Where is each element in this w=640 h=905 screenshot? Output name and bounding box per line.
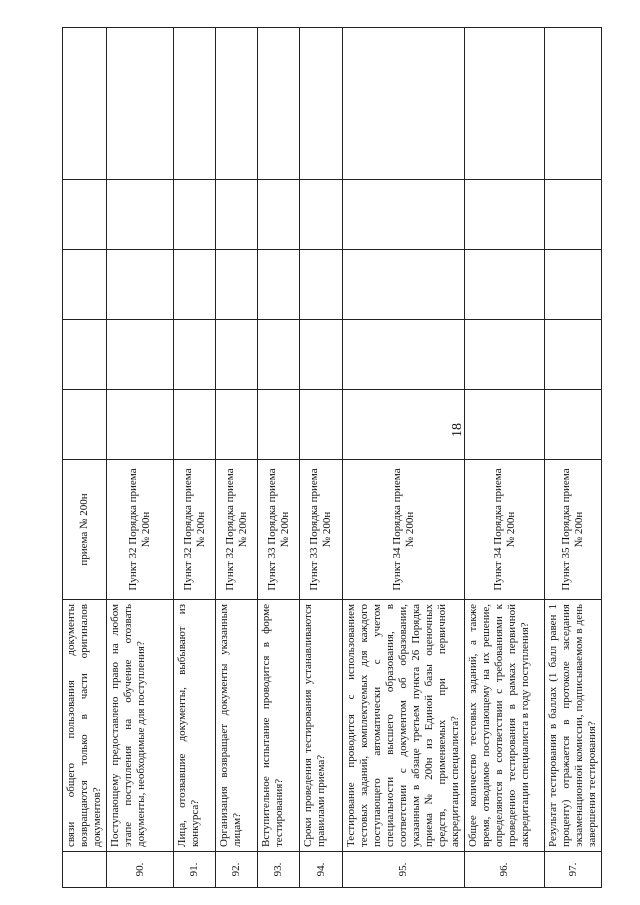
reference-cell: Пункт 35 Порядка приема № 200н <box>545 460 602 600</box>
note-cell <box>107 28 174 180</box>
row-number: 90. <box>107 852 174 888</box>
answer-cell <box>545 390 602 460</box>
answer-cell <box>300 320 343 390</box>
answer-cell <box>343 320 465 390</box>
question-cell: Вступительное испытание проводится в форме тестирования? <box>258 600 300 852</box>
reference-cell: Пункт 34 Порядка приема № 200н <box>465 460 545 600</box>
note-cell <box>63 28 107 180</box>
table-row <box>63 28 107 888</box>
reference-cell: Пункт 32 Порядка приема № 200н <box>107 460 174 600</box>
table-row <box>216 28 258 888</box>
question-cell: Результат тестирования в баллах (1 балл равен 1 проценту) отражается в протоколе заседания экзаменационной комиссии, подписываемом в день завершения тестирования? <box>545 600 602 852</box>
row-number: 93. <box>258 852 300 888</box>
answer-cell <box>174 320 216 390</box>
answer-cell <box>300 180 343 250</box>
answer-cell <box>343 180 465 250</box>
answer-cell <box>174 250 216 320</box>
table-row <box>545 28 602 888</box>
reference-cell: Пункт 32 Порядка приема № 200н <box>174 460 216 600</box>
answer-cell <box>343 390 465 460</box>
answer-cell <box>216 180 258 250</box>
row-number: 92. <box>216 852 258 888</box>
question-cell: связи общего пользования документы возвращаются только в части оригиналов документов? <box>63 600 107 852</box>
answer-cell <box>107 320 174 390</box>
row-number: 91. <box>174 852 216 888</box>
question-cell: Лица, отозвавшие документы, выбывают из конкурса? <box>174 600 216 852</box>
answer-cell <box>174 180 216 250</box>
reference-cell: Пункт 33 Порядка приема № 200н <box>300 460 343 600</box>
row-number: 95. <box>343 852 465 888</box>
answer-cell <box>465 390 545 460</box>
row-number <box>63 852 107 888</box>
note-cell <box>343 28 465 180</box>
answer-cell <box>258 250 300 320</box>
answer-cell <box>174 390 216 460</box>
answer-cell <box>300 250 343 320</box>
answer-cell <box>545 180 602 250</box>
table-row <box>174 28 216 888</box>
reference-cell: Пункт 33 Порядка приема № 200н <box>258 460 300 600</box>
table-row <box>465 28 545 888</box>
reference-cell: Пункт 34 Порядка приема № 200н <box>343 460 465 600</box>
note-cell <box>465 28 545 180</box>
answer-cell <box>63 390 107 460</box>
checklist-table-wrapper <box>62 28 602 888</box>
question-cell: Тестирование проводится с использованием тестовых заданий, комплектуемых для каждого поступающего автоматически с учетом специальности высшего образования, в соответствии с документом об образовании, указанным в абзаце третьем пункта 26 Порядка приема № 200н из Единой базы оценочных средств, применяемых при первичной аккредитации специалиста? <box>343 600 465 852</box>
row-number: 96. <box>465 852 545 888</box>
note-cell <box>216 28 258 180</box>
answer-cell <box>216 250 258 320</box>
page-number: 18 <box>450 423 465 437</box>
answer-cell <box>465 320 545 390</box>
answer-cell <box>63 180 107 250</box>
checklist-table <box>62 27 602 888</box>
question-cell: Организация возвращает документы указанным лицам? <box>216 600 258 852</box>
answer-cell <box>300 390 343 460</box>
table-row <box>300 28 343 888</box>
answer-cell <box>465 180 545 250</box>
table-row <box>343 28 465 888</box>
answer-cell <box>63 250 107 320</box>
question-cell: Общее количество тестовых заданий, а также время, отводимое поступающему на их решение, определяются в соответствии с требованиями к проведению тестирования в рамках первичной аккредитации специалиста в году поступления? <box>465 600 545 852</box>
note-cell <box>258 28 300 180</box>
question-cell: Поступающему предоставлено право на любом этапе поступления на обучение отозвать документы, необходимые для поступления? <box>107 600 174 852</box>
reference-cell: Пункт 32 Порядка приема № 200н <box>216 460 258 600</box>
answer-cell <box>343 250 465 320</box>
answer-cell <box>465 250 545 320</box>
answer-cell <box>63 320 107 390</box>
row-number: 94. <box>300 852 343 888</box>
answer-cell <box>545 320 602 390</box>
answer-cell <box>216 320 258 390</box>
note-cell <box>174 28 216 180</box>
answer-cell <box>258 180 300 250</box>
table-row <box>258 28 300 888</box>
answer-cell <box>107 390 174 460</box>
row-number: 97. <box>545 852 602 888</box>
answer-cell <box>107 250 174 320</box>
question-cell: Сроки проведения тестирования устанавливаются правилами приема? <box>300 600 343 852</box>
answer-cell <box>107 180 174 250</box>
note-cell <box>545 28 602 180</box>
table-row <box>107 28 174 888</box>
answer-cell <box>216 390 258 460</box>
note-cell <box>300 28 343 180</box>
answer-cell <box>545 250 602 320</box>
reference-cell: приема № 200н <box>63 460 107 600</box>
answer-cell <box>258 390 300 460</box>
answer-cell <box>258 320 300 390</box>
